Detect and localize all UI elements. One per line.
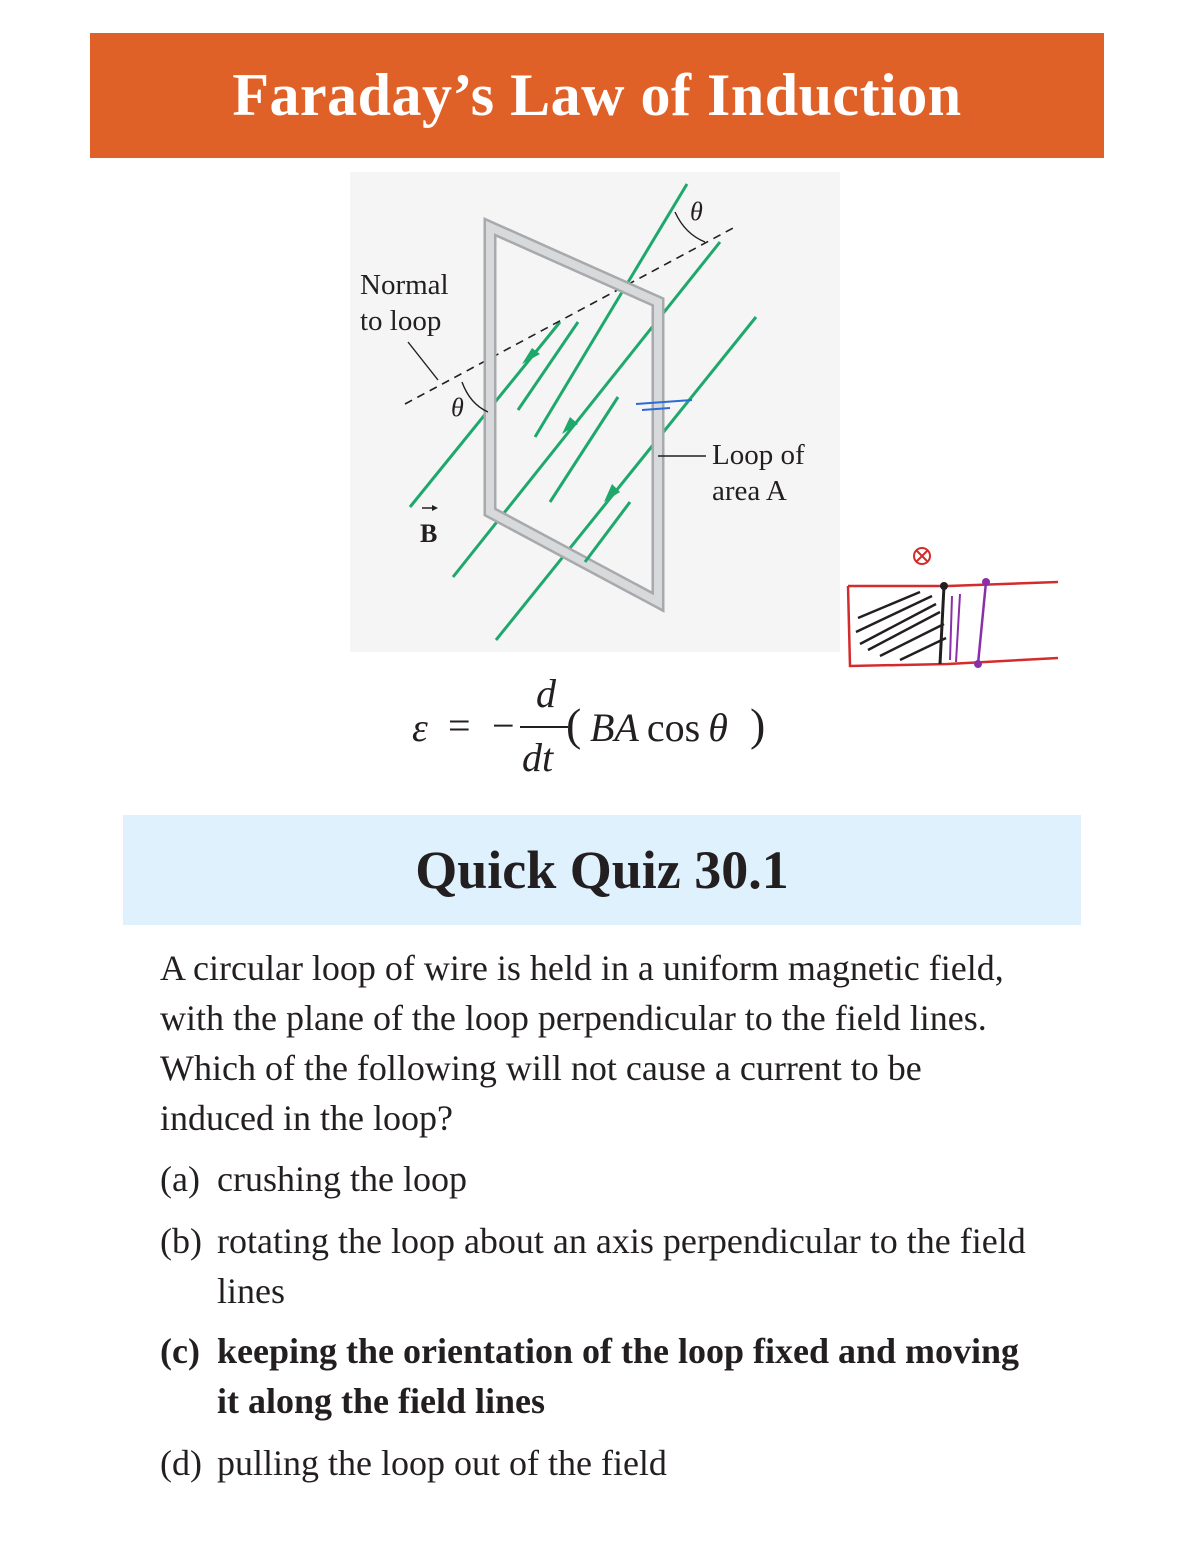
label-area-a: area A — [712, 475, 787, 507]
eq-emf: ε — [412, 705, 428, 750]
field-line — [585, 502, 630, 562]
title-banner — [90, 33, 1104, 158]
eq-theta: θ — [708, 705, 728, 750]
label-to-loop: to loop — [360, 305, 442, 337]
option-letter: (b) — [160, 1221, 202, 1261]
loop-frame — [490, 227, 658, 602]
black-dot — [940, 582, 948, 590]
purple-dot — [974, 660, 982, 668]
eq-body — [590, 704, 728, 751]
quiz-question: A circular loop of wire is held in a uniform magnetic field, with the plane of the loop perpendicular to the field lines. Which of the following will not cause a current to be induced in the loop? — [160, 948, 1004, 1138]
eq-denominator: dt — [522, 735, 554, 780]
loop-diagram — [350, 172, 840, 652]
shaded-area — [856, 592, 946, 660]
eq-paren-close: ) — [750, 699, 766, 750]
eq-fraction-bar — [520, 726, 568, 728]
option-letter: (c) — [160, 1331, 200, 1371]
moving-bar — [940, 586, 944, 664]
eq-equals: = — [448, 703, 471, 748]
purple-strokes — [950, 594, 960, 662]
label-normal: Normal — [360, 269, 449, 301]
option-text: crushing the loop — [217, 1159, 467, 1199]
rail-top — [848, 582, 1058, 586]
eq-paren-open: ( — [566, 699, 582, 750]
quiz-banner — [123, 815, 1081, 925]
quiz-title: Quick Quiz 30.1 — [415, 840, 789, 900]
option-letter: (d) — [160, 1443, 202, 1483]
option-text: keeping the orientation of the loop fixed and moving it along the field lines — [217, 1331, 1020, 1421]
normal-pointer — [408, 342, 438, 380]
option-letter: (a) — [160, 1159, 200, 1199]
eq-ba: BA — [590, 705, 639, 750]
faraday-figure — [350, 172, 840, 652]
eq-numerator: d — [536, 671, 556, 716]
purple-bar — [978, 582, 986, 664]
rail-bottom — [848, 586, 1058, 666]
page-title: Faraday’s Law of Induction — [232, 62, 962, 128]
eq-minus: − — [492, 703, 515, 748]
b-vector-arrowhead — [432, 505, 438, 511]
purple-dot — [982, 578, 990, 586]
label-theta-upper: θ — [690, 197, 703, 226]
label-loop-of: Loop of — [712, 439, 805, 471]
label-b: B — [420, 519, 438, 548]
option-text: rotating the loop about an axis perpendicular to the field lines — [217, 1221, 1026, 1311]
label-theta-lower: θ — [451, 393, 464, 422]
eq-cos: cos — [646, 705, 701, 750]
faraday-equation — [412, 672, 792, 782]
option-text: pulling the loop out of the field — [217, 1443, 667, 1483]
loop-frame-highlight — [490, 227, 658, 602]
handwritten-sketch — [840, 540, 1070, 685]
